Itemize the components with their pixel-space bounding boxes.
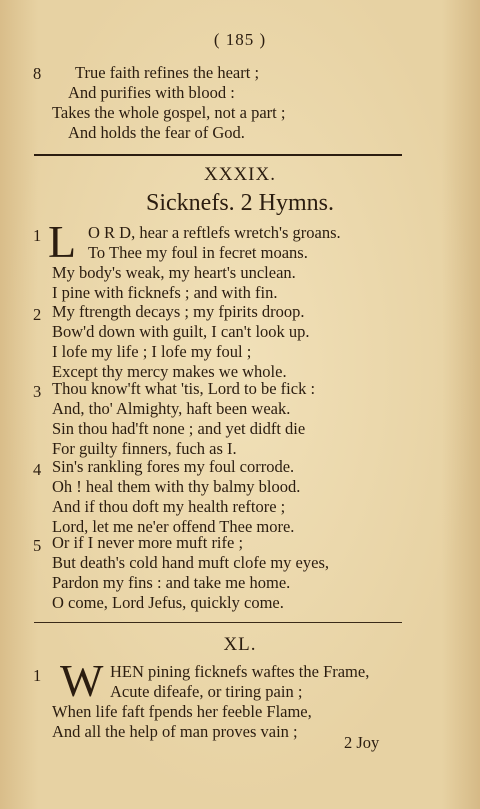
verse-line: And all the help of man proves vain ; <box>52 722 298 741</box>
verse-line: And if thou doft my health reftore ; <box>52 497 286 516</box>
stanza-number: 4 <box>33 460 42 479</box>
verse-line: True faith refines the heart ; <box>75 63 260 82</box>
verse-line: Lord, let me ne'er offend Thee more. <box>52 517 295 536</box>
verse-line: For guilty finners, fuch as I. <box>52 439 237 458</box>
verse-line: Bow'd down with guilt, I can't look up. <box>52 322 310 341</box>
verse-line: Takes the whole gospel, not a part ; <box>52 103 286 122</box>
verse-line: I lofe my life ; I lofe my foul ; <box>52 342 252 361</box>
verse-line: O R D, hear a reftlefs wretch's groans. <box>88 223 341 242</box>
verse-line: But death's cold hand muft clofe my eyes, <box>52 553 329 572</box>
verse-line: Oh ! heal them with thy balmy blood. <box>52 477 301 496</box>
verse-line: And purifies with blood : <box>68 83 235 102</box>
drop-capital: W <box>60 655 104 706</box>
verse-line: O come, Lord Jefus, quickly come. <box>52 593 284 612</box>
hymn-number: XXXIX. <box>204 164 276 185</box>
stanza-number: 3 <box>33 382 42 401</box>
stanza-number: 2 <box>33 305 42 324</box>
stanza-number: 8 <box>33 64 42 83</box>
verse-line: Sin's rankling fores my foul corrode. <box>52 457 295 476</box>
verse-line: Acute difeafe, or tiring pain ; <box>110 682 303 701</box>
verse-line: Or if I never more muft rife ; <box>52 533 244 552</box>
verse-line: I pine with ficknefs ; and with fin. <box>52 283 278 302</box>
section-divider <box>34 622 402 623</box>
verse-line: Sin thou had'ft none ; and yet didft die <box>52 419 306 438</box>
stanza-number: 1 <box>33 666 42 685</box>
verse-line: My ftrength decays ; my fpirits droop. <box>52 302 305 321</box>
verse-line: Except thy mercy makes we whole. <box>52 362 287 381</box>
section-divider <box>34 154 402 156</box>
verse-line: To Thee my foul in fecret moans. <box>88 243 308 262</box>
page-number: ( 185 ) <box>213 30 267 49</box>
verse-line: And, tho' Almighty, haft been weak. <box>52 399 291 418</box>
drop-capital: L <box>48 216 77 267</box>
catchword: 2 Joy <box>344 733 380 752</box>
hymn-number: XL. <box>223 634 257 655</box>
verse-line: HEN pining ficknefs waftes the Frame, <box>110 662 370 681</box>
verse-line: And holds the fear of God. <box>68 123 245 142</box>
verse-line: Pardon my fins : and take me home. <box>52 573 291 592</box>
verse-line: My body's weak, my heart's unclean. <box>52 263 296 282</box>
verse-line: Thou know'ft what 'tis, Lord to be fick : <box>52 379 316 398</box>
hymn-title: Sicknefs. 2 Hymns. <box>146 190 334 216</box>
verse-line: When life faft fpends her feeble Flame, <box>52 702 312 721</box>
stanza-number: 5 <box>33 536 42 555</box>
stanza-number: 1 <box>33 226 42 245</box>
